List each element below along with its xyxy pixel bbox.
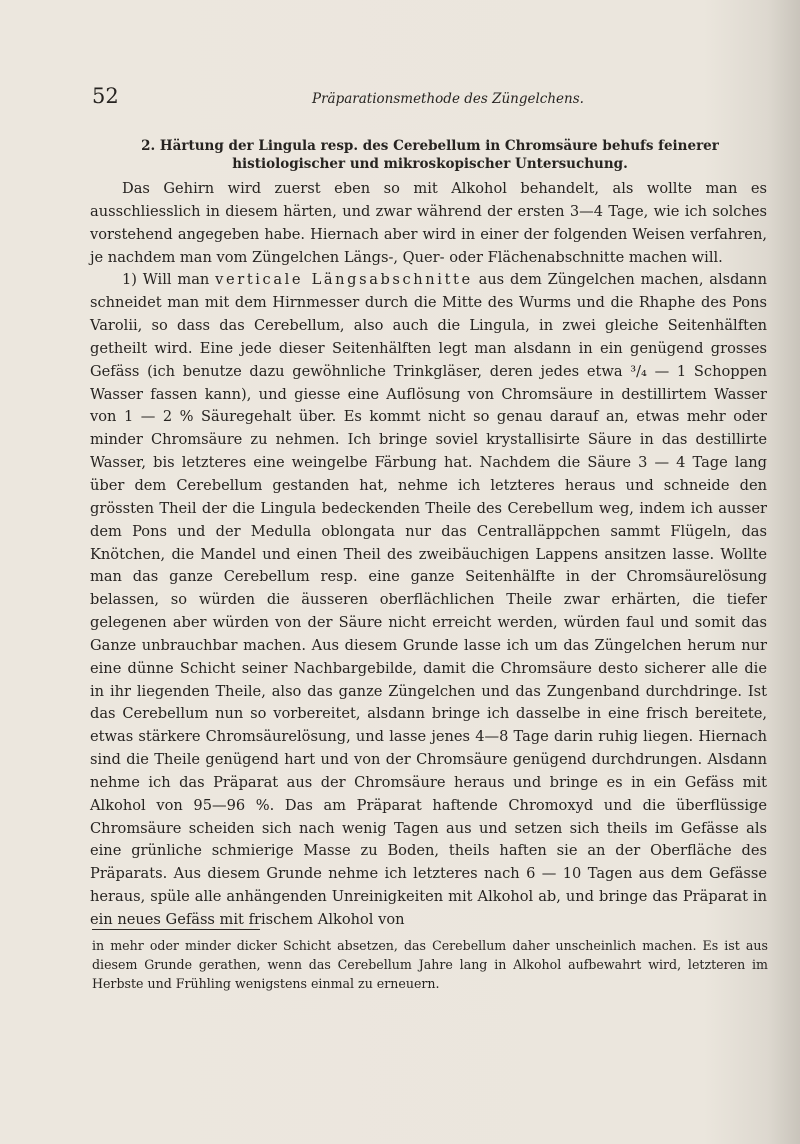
paragraph-continuation: aus dem Züngelchen machen, alsdann schneidet man mit dem Hirnmesser durch die Mitte des Wurms und die Rhaphe des Pons Varolii, so dass das Cerebellum, also auch die Lingula, in zwei gleiche Seitenhälften getheilt wird. Eine jede dieser Seitenhälften legt man alsdann in ein genügend grosses Gefäss (ich benutze dazu gewöhnliche Trinkgläser, deren jedes etwa ³/₄ — 1 Schoppen Wasser fassen kann), und giesse eine Auflösung von Chromsäure in destillirtem Wasser von 1 — 2 % Säuregehalt über. Es kommt nicht so genau darauf an, etwas mehr oder minder Chromsäure zu nehmen. Ich bringe soviel krystallisirte Säure in das destillirte Wasser, bis letzteres eine weingelbe Färbung hat. Nachdem die Säure 3 — 4 Tage lang über dem Cerebellum gestanden hat, nehme ich letzteres heraus und schneide den grössten Theil der die Lingula bedeckenden Theile des Cerebellum weg, indem ich ausser dem Pons und der Medulla oblongata nur das Centralläppchen sammt Flügeln, das Knötchen, die Mandel und einen Theil des zweibäuchigen Lappens ansitzen lasse. Wollte man das ganze Cerebellum resp. eine ganze Seitenhälfte in der Chromsäurelösung belassen, so würden die äusseren oberflächlichen Theile zwar erhärten, die tiefer gelegenen aber würden von der Säure nicht erreicht werden, würden faul und somit das Ganze unbrauchbar machen. Aus diesem Grunde lasse ich um das Züngelchen herum nur eine dünne Schicht seiner Nachbargebilde, damit die Chromsäure desto sicherer alle die in ihr liegenden Theile, also das ganze Züngelchen und das Zungenband durchdringe. Ist das Cerebellum nun so vorbereitet, alsdann bringe ich dasselbe in eine frisch bereitete, etwas stärkere Chromsäurelösung, und lasse jenes 4—8 Tage darin ruhig liegen. Hiernach sind die Theile genügend hart und von der Chromsäure genügend durchdrungen. Alsdann nehme ich das Präparat aus der Chromsäure heraus und bringe es in ein Gefäss mit Alkohol von 95—96 %. Das am Präparat haftende Chromoxyd und die überflüssige Chromsäure scheiden sich nach wenig Tagen aus und setzen sich theils im Gefässe als eine grünliche schmierige Masse zu Boden, theils haften sie an der Oberfläche des Präparats. Aus diesem Grunde nehme ich letzteres nach 6 — 10 Tagen aus dem Gefässe heraus, spüle alle anhängenden Unreinigkeiten mit Alkohol ab, und bringe das Präparat in ein neues Gefäss mit frischem Alkohol von [90,271,767,928]
footnote-rule [92,929,260,930]
paragraph [90,269,767,931]
body-text [90,178,767,932]
running-header [92,84,768,112]
running-title: Präparationsmethode des Züngelchens. [312,91,584,107]
paragraph-lead: 1) Will man [122,271,216,289]
page-number: 52 [92,84,119,108]
paragraph: Das Gehirn wird zuerst eben so mit Alkohol behandelt, als wollte man es ausschliesslich in diesem härten, und zwar während der ersten 3—4 Tage, wie ich solches vorstehend angegeben habe. Hiernach aber wird in einer der folgenden Weisen verfahren, je nachdem man vom Züngelchen Längs-, Quer- oder Flächenabschnitte machen will. [90,180,767,266]
footnote: in mehr oder minder dicker Schicht absetzen, das Cerebellum daher unscheinlich machen. Es ist aus diesem Grunde gerathen, wenn das Cerebellum Jahre lang in Alkohol aufbewahrt wird, letzteren im Herbste und Frühling wenigstens einmal zu erneuern. [92,938,768,991]
spaced-emphasis: verticale Längsabschnitte [215,271,473,289]
section-heading: 2. Härtung der Lingula resp. des Cerebellum in Chromsäure behufs feinerer histiologischer und mikroskopischer Untersuchung. [141,138,719,172]
